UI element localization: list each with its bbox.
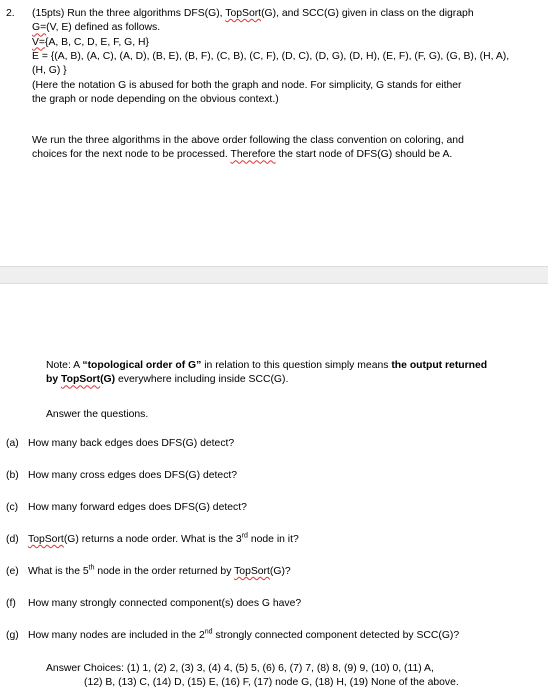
edge-set-line-1 <box>32 50 532 64</box>
question-statement <box>32 7 532 108</box>
question-text-a: (G) returns a node order. What is the 3 <box>63 534 242 545</box>
topsort-word: TopSort <box>234 566 270 577</box>
parenthetical-note-1: (Here the notation G is abused for both the graph and node. For simplicity, G stands for either <box>32 79 462 91</box>
vertex-set-prefix: V= <box>32 36 45 48</box>
ordinal-suffix: rd <box>241 532 248 540</box>
answer-choices <box>46 662 536 691</box>
topological-order-note <box>46 359 526 388</box>
parenthetical-note-2: the graph or node depending on the obvious context.) <box>32 94 279 106</box>
question-b <box>6 469 536 483</box>
note-topsort-word: TopSort <box>61 374 101 386</box>
page-break-gap <box>0 266 548 284</box>
convention-line-2-pre: choices for the next node to be processed. <box>32 149 231 161</box>
question-text-b: strongly connected component detected by SCC(G)? <box>212 630 460 641</box>
convention-line-2-post: the start node of DFS(G) should be A. <box>275 149 453 161</box>
question-label: (g) <box>6 630 19 641</box>
answer-choices-line-2: (12) B, (13) C, (14) D, (15) E, (16) F, (17) node G, (18) H, (19) None of the above. <box>84 677 459 689</box>
note-bold-output: the output returned <box>391 360 488 371</box>
note-bold-g: (G) <box>100 374 116 386</box>
question-line-1 <box>32 7 532 21</box>
question-text-c: (G)? <box>269 566 291 577</box>
edge-set-line-2: (H, G) } <box>32 65 67 77</box>
question-text: How many cross edges does DFS(G) detect? <box>28 470 238 481</box>
graph-def-rest: (V, E) defined as follows. <box>46 22 161 34</box>
question-mid-text: (G), and SCC(G) given in class on the digraph <box>261 8 474 19</box>
question-points-text: (15pts) Run the three algorithms DFS(G), <box>32 8 226 19</box>
topsort-word: TopSort <box>225 8 262 19</box>
question-text: How many strongly connected component(s) does G have? <box>28 598 302 609</box>
note-mid: in relation to this question simply means <box>201 360 392 371</box>
question-text: How many back edges does DFS(G) detect? <box>28 438 235 449</box>
topsort-word: TopSort <box>28 534 64 545</box>
convention-paragraph <box>32 134 532 163</box>
note-line-1 <box>46 359 526 373</box>
answer-choices-line-1: Answer Choices: (1) 1, (2) 2, (3) 3, (4) 4, (5) 5, (6) 6, (7) 7, (8) 8, (9) 9, (10) 0, (11) A, <box>46 663 434 674</box>
question-text: How many forward edges does DFS(G) detect? <box>28 502 247 513</box>
question-label: (d) <box>6 534 19 545</box>
vertex-set-rest: {A, B, C, D, E, F, G, H} <box>45 36 149 48</box>
therefore-word: Therefore <box>230 149 276 161</box>
edge-set-prefix: E = <box>32 51 51 63</box>
note-line-2 <box>46 373 526 387</box>
question-number: 2. <box>6 8 15 19</box>
convention-line-1: We run the three algorithms in the above order following the class convention on coloring, and <box>32 135 464 146</box>
question-f <box>6 597 536 611</box>
question-text-b: node in the order returned by <box>94 566 235 577</box>
question-label: (e) <box>6 566 19 577</box>
graph-def-prefix: G= <box>32 22 47 34</box>
question-text-a: What is the 5 <box>28 566 89 577</box>
ordinal-suffix: nd <box>204 628 213 636</box>
question-c <box>6 501 536 515</box>
question-label: (b) <box>6 470 19 481</box>
question-label: (c) <box>6 502 19 513</box>
vertex-set-line <box>32 36 532 50</box>
question-g <box>6 629 536 643</box>
note-bold-term: “topological order of G” <box>82 360 202 371</box>
question-d <box>6 533 536 547</box>
question-text-b: node in it? <box>247 534 299 545</box>
question-e <box>6 565 536 579</box>
graph-definition-line <box>32 21 532 35</box>
page-1 <box>0 0 548 266</box>
edge-set-rest: {(A, B), (A, C), (A, D), (B, E), (B, F), (C, B), (C, F), (D, C), (D, G), (D, H), (E, F), (F, G), (G, B), (H, A), <box>50 51 510 63</box>
question-a <box>6 437 536 451</box>
note-pre: Note: A <box>46 360 83 371</box>
note-bold-by: by <box>46 374 62 386</box>
page-2 <box>0 284 548 700</box>
question-label: (a) <box>6 438 19 449</box>
question-label: (f) <box>6 598 16 609</box>
note-end: everywhere including inside SCC(G). <box>115 374 289 386</box>
question-text-a: How many nodes are included in the 2 <box>28 630 205 641</box>
convention-line-2 <box>32 148 532 162</box>
answer-prompt: Answer the questions. <box>46 409 149 420</box>
ordinal-suffix: th <box>88 564 95 572</box>
